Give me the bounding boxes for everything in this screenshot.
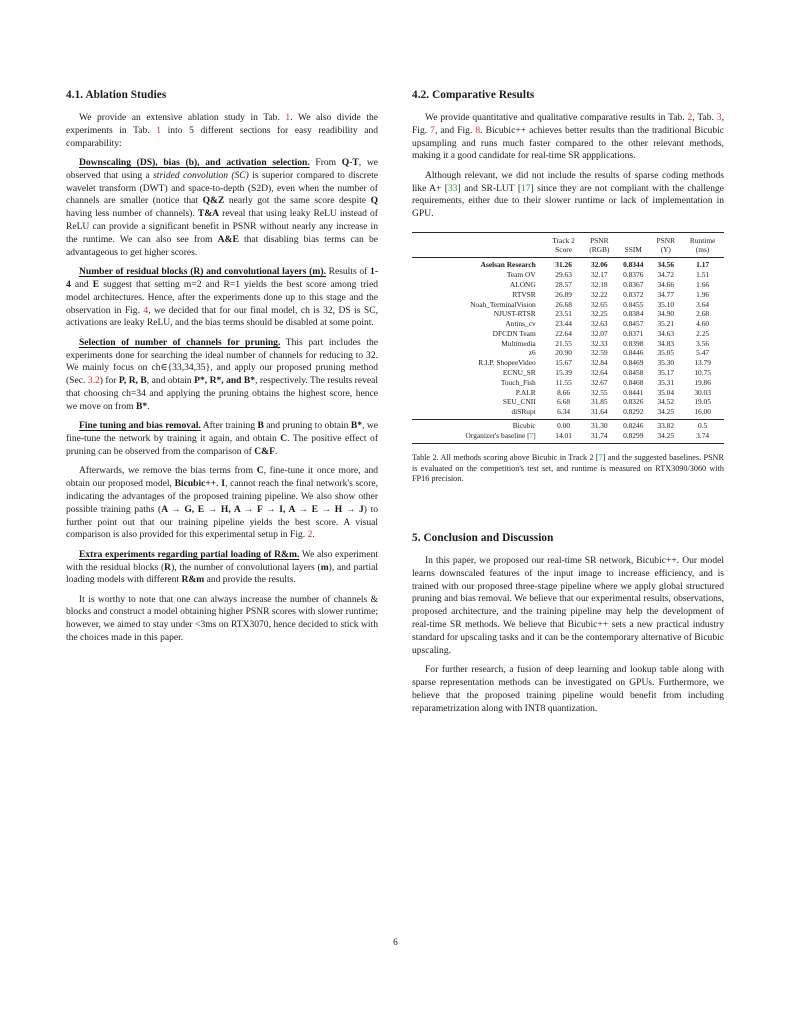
table-cell-psnr-rgb: 32.22 [591,289,608,299]
table-body-baselines [412,419,724,443]
table-cell-psnr-y: 34.72 [657,270,675,280]
table-cell-psnr-rgb: 31.74 [591,431,608,441]
conclusion-body [412,555,724,715]
table-row [412,378,724,388]
bold-text: P, R, B [118,375,147,387]
paragraph-runin-heading: Extra experiments regarding partial loading of R&m. [79,548,300,560]
paragraph: Extra experiments regarding partial loading of R&m. We also experiment with the residual blocks (R), the number of convolutional layers (m), and partial loading models with different R&m and provide the results. [66,548,378,586]
table-cell-psnr-y: 34.52 [657,397,675,407]
paragraph: Afterwards, we remove the bias terms from C, fine-tune it once more, and obtain our proposed model, Bicubic++. I, cannot reach the final network's score, indicating the advantages of the proposed training pipeline. We also show other possible training paths (A → G, E → H, A → F → I, A → E → H → J) to further point out that our training pipeline yields the best score. A visual comparison is also provided for this experimental setup in Fig. 2. [66,465,378,541]
table-cell-runtime: 2.25 [696,328,710,338]
table-cell-psnr-rgb: 32.18 [591,279,608,289]
table-cell-psnr-rgb: 31.85 [591,397,608,407]
table-cell-ssim: 0.8246 [616,419,650,431]
table-cell-method-name: Noah_TerminalVision [470,299,536,309]
header-line-2: (ms) [695,244,710,254]
table-cell-ssim: 0.8446 [623,348,644,358]
table-cell-psnr-y: 33.82 [650,419,681,431]
bold-text: Q-T [341,156,359,168]
bold-text: C&F [254,445,275,457]
table-row [412,368,724,378]
citation-link[interactable]: 33 [447,182,458,194]
two-column-layout [66,88,724,722]
table-cell-psnr-rgb: 32.84 [591,358,608,368]
table-cell-runtime: 1.51 [696,270,710,280]
table-cell-ssim: 0.8292 [623,407,644,417]
table-cell-ssim: 0.8344 [616,258,650,271]
header-line-2: Score [555,244,572,254]
table-cell-runtime: 1.96 [696,289,710,299]
bold-text: Q [370,195,378,207]
table-caption: Table 2. All methods scoring above Bicubic in Track 2 [7] and the suggested baselines. PSNR is evaluated on the competition's test set, and runtime is measured on RTX3090/3060 with FP16 precision. [412,452,724,484]
table-cell-psnr-rgb: 32.17 [591,270,608,280]
table-cell-psnr-y: 35.31 [657,377,675,387]
paragraph: We provide quantitative and qualitative comparative results in Tab. 2, Tab. 3, Fig. 7, and Fig. 8. Bicubic++ achieves better results than the traditional Bicubic upsampling and runs much faster compared to the other relevant methods, making it a good candidate for real-time SR appplications. [412,112,724,162]
table-cell-psnr-y: 35.21 [657,319,675,329]
table-row [412,339,724,349]
paragraph: Selection of number of channels for pruning. This part includes the experiments done for searching the ideal number of channels for reducing to 32. We mainly focus on ch∈{33,34,35}, and apply our proposed pruning method (Sec. 3.2) for P, R, B, and obtain P*, R*, and B*, respectively. The results reveal that choosing ch=34 and applying the pruning obtains the highest score, hence we move on from B*. [66,336,379,412]
bold-text: C [256,465,264,477]
table-cell-method-name: Antins_cv [505,319,536,329]
table-column-header-method [412,233,545,258]
table-cell-ssim: 0.8468 [623,377,644,387]
paragraph-runin-heading: Number of residual blocks (R) and convolutional layers (m). [79,266,326,278]
left-column-body [66,112,378,645]
table-cell-method-name: Aselsan Research [412,258,545,271]
paragraph: Fine tuning and bias removal. After training B and pruning to obtain B*, we fine-tune the network by training it again, and obtain C. The positive effect of pruning can be observed from the comparison of C&F. [66,420,379,457]
table-cell-psnr-rgb: 31.64 [591,407,608,417]
table-cell-psnr-y: 35.10 [657,299,675,309]
bold-text: 1-4 [66,266,378,290]
bold-text: P*, R*, and B* [194,375,256,387]
table-cell-track2: 23.44 [555,319,572,329]
bold-text: B [257,420,264,432]
table-cell-track2: 23.51 [555,309,572,319]
table-cell-runtime: 3.74 [696,431,710,441]
table-cell-track2: 0.00 [545,419,583,431]
table-cell-method-name: DFCDN Team [492,328,536,338]
table-cell-ssim: 0.8441 [623,387,644,397]
table-row [412,270,724,280]
table-cell-psnr-y: 34.25 [657,407,675,417]
table-cell-track2: 8.66 [557,387,571,397]
table-cell-method-name: ALONG [509,279,536,289]
table-cell-track2: 20.90 [555,348,572,358]
table-cell-method-name: R.I.P. ShopeeVideo [478,358,536,368]
table-cell-runtime: 1.17 [681,258,724,271]
paragraph: Although relevant, we did not include the results of sparse coding methods like A+ [33] and SR-LUT [17] since they are not compliant with the challenge requirements, either due to their slower runtime or lack of implementation in GPU. [412,169,724,220]
table-cell-psnr-y: 35.05 [657,348,675,358]
table-cell-ssim: 0.8299 [623,431,644,441]
table-cell-psnr-rgb: 32.64 [591,367,608,377]
paragraph: Number of residual blocks (R) and convolutional layers (m). Results of 1-4 and E suggest that setting m=2 and R=1 yields the best score among tried model architectures. Hence, after the experiments done up to this stage and the observation in Fig. 4, we decided that for our final model, ch is 32, DS is SC, activations are leaky ReLU, and the bias terms should be disabled at some point. [66,266,378,329]
table-cell-psnr-y: 34.25 [657,431,675,441]
cross-reference-link[interactable]: 3.2 [87,375,100,387]
table-cell-runtime: 13.79 [694,358,711,368]
table-cell-runtime: 16.00 [694,407,711,417]
table-cell-runtime: 10.75 [694,367,711,377]
table-cell-track2: 6.68 [557,397,571,407]
table-cell-track2: 6.34 [557,407,571,417]
table-cell-psnr-rgb: 32.06 [582,258,616,271]
table-cell-psnr-y: 35.30 [657,358,675,368]
table-cell-track2: 29.63 [555,270,572,280]
table-cell-method-name: z6 [528,348,536,358]
cross-reference-link[interactable]: 4 [143,304,149,316]
table-cell-psnr-y: 34.56 [650,258,681,271]
table-cell-track2: 14.01 [555,431,572,441]
table-column-header [545,233,583,258]
table-cell-ssim: 0.8371 [623,328,644,338]
bold-text: E [92,278,100,290]
table-cell-runtime: 30.03 [694,387,711,397]
citation-link[interactable]: 7 [598,452,603,462]
table-row [412,349,724,359]
paragraph-runin-heading: Downscaling (DS), bias (b), and activation selection. [79,156,310,168]
table-cell-ssim: 0.8376 [623,270,644,280]
bold-text: I [221,478,226,490]
table-cell-ssim: 0.8372 [623,289,644,299]
paragraph-runin-heading: Selection of number of channels for pruning. [79,336,281,348]
table-cell-ssim: 0.8458 [623,367,644,377]
table-column-header [650,233,681,258]
table-cell-track2: 22.64 [555,328,572,338]
table-cell-psnr-rgb: 32.67 [591,377,608,387]
table-cell-ssim: 0.8469 [623,358,644,368]
table-row [412,300,724,310]
table-cell-runtime: 4.60 [696,319,710,329]
table-row [412,258,724,271]
table-cell-psnr-y: 35.04 [657,387,675,397]
table-cell-track2: 31.26 [545,258,583,271]
table-cell-track2: 15.67 [555,358,572,368]
table-cell-runtime: 19.86 [694,377,711,387]
table-cell-psnr-rgb: 32.55 [591,387,608,397]
paragraph-runin-heading: Fine tuning and bias removal. [79,420,201,432]
table-cell-ssim: 0.8398 [623,338,644,348]
table-cell-track2: 21.55 [555,338,572,348]
paragraph: Downscaling (DS), bias (b), and activation selection. From Q-T, we observed that using a strided convolution (SC) is superior compared to discrete wavelet transform (DWT) and space-to-depth (S2D), even when the number of channels are smaller (notice that Q&Z nearly got the same score despite Q having less number of channels). T&A reveal that using leaky ReLU instead of ReLU can provide a significant benefit in PSNR without nearly any increase in the runtime. We can also see from A&E that disabling bias terms can be advantageous to get higher scores. [66,156,378,258]
bold-text: Q&Z [202,195,225,207]
cross-reference-link[interactable]: 1 [285,112,291,123]
bold-text: Bicubic++ [174,478,217,490]
table-row [412,319,724,329]
header-line-2: (Y) [660,244,671,254]
cross-reference-link[interactable]: 8 [475,124,481,136]
table-cell-ssim: 0.8384 [623,309,644,319]
table-cell-psnr-rgb: 31.30 [582,419,616,431]
italic-text: strided convolution (SC) [153,169,249,181]
table-column-header [582,233,616,258]
header-line-2: (RGB) [589,244,610,254]
table-cell-method-name: Bicubic [412,419,545,431]
table-row [412,358,724,368]
table-row [412,280,724,290]
table-cell-track2: 26.68 [555,299,572,309]
table-cell-method-name: Team OV [506,270,536,280]
cross-reference-link[interactable]: 2 [687,112,693,123]
cross-reference-link[interactable]: 7 [430,124,435,136]
table-cell-psnr-rgb: 32.33 [591,338,608,348]
table-cell-method-name: SEU_CNII [502,397,536,407]
table-cell-runtime: 2.68 [696,309,710,319]
table-body-methods [412,258,724,420]
paragraph: It is worthy to note that one can always increase the number of channels & blocks and construct a model obtaining higher PSNR scores with slower runtime; however, we aimed to stay under <3ms on RTX3070, hence decided to stick with the choices made in this paper. [66,593,378,644]
left-column [66,88,378,722]
table-cell-ssim: 0.8457 [623,319,644,329]
table-cell-runtime: 3.56 [696,338,710,348]
table-cell-method-name: Multimedia [501,338,536,348]
bold-text: T&A [197,208,220,220]
cross-reference-link[interactable]: 1 [156,124,162,136]
header-line-1: PSNR [590,235,609,245]
table-header-row [412,233,724,258]
table-cell-method-name: ECNU_SR [502,367,536,377]
table-header [412,233,724,258]
bold-text: B* [136,400,148,412]
section-heading-comparative-results: 4.2. Comparative Results [412,89,535,101]
table-cell-psnr-y: 34.83 [657,338,675,348]
table-cell-psnr-rgb: 32.25 [591,309,608,319]
table-row [412,329,724,339]
table-cell-runtime: 19.05 [694,397,711,407]
right-column-body [412,112,724,221]
cross-reference-link[interactable]: 2 [307,529,313,541]
table-cell-runtime: 5.47 [696,348,710,358]
table-cell-track2: 11.55 [555,377,572,387]
table-cell-ssim: 0.8455 [623,299,644,309]
vertical-spacer [412,485,724,531]
section-heading-ablation-studies: 4.1. Ablation Studies [66,89,167,101]
bold-text: B* [350,420,363,432]
header-line-1: PSNR [656,235,676,245]
header-line-1: Runtime [689,235,716,245]
bold-text: R [164,561,172,573]
paragraph: In this paper, we proposed our real-time SR network, Bicubic++. Our model learns downscaled features of the input image to increase efficiency, and is trained with our proposed three-stage pipeline where we apply global structured pruning and bias removal. We believe that our experimental results, observations, proposed architecture, and the training pipeline may help the development of real-time SR methods. We believe that Bicubic++ sets a new practical industry standard for upscaling tasks and it can be the contemporary alternative of Bicubic upscaling. [412,554,724,656]
table-cell-track2: 28.57 [555,279,572,289]
table-cell-psnr-rgb: 32.65 [591,299,608,309]
cross-reference-link[interactable]: 3 [716,112,722,123]
table-row [412,310,724,320]
table-cell-method-name: NJUST-RTSR [493,309,536,319]
table-cell-psnr-rgb: 32.63 [591,319,608,329]
table-cell-psnr-y: 35.17 [657,367,675,377]
bold-text: C [280,433,288,445]
table-cell-psnr-y: 34.63 [657,328,675,338]
table-column-header [681,233,724,258]
table-cell-ssim: 0.8367 [623,279,644,289]
header-line-1: Track 2 [552,235,575,245]
bold-text: m [320,561,329,573]
bold-text: A&E [217,233,239,245]
table-cell-method-name: RTVSR [512,289,536,299]
table-cell-psnr-y: 34.66 [657,279,675,289]
table-cell-ssim: 0.8326 [623,397,644,407]
table-row [412,290,724,300]
table-column-header [616,233,650,258]
citation-link[interactable]: 7 [529,431,534,441]
table-cell-method-name: P.ALR [515,387,536,397]
table-cell-runtime: 0.5 [681,419,724,431]
table-cell-runtime: 3.64 [696,299,710,309]
table-cell-method-name: diSRupt [511,407,536,417]
table-cell-psnr-y: 34.77 [657,289,675,299]
citation-link[interactable]: 17 [521,182,531,194]
section-heading-conclusion: 5. Conclusion and Discussion [412,531,554,544]
table-cell-method-name: Organizer's baseline [7] [465,431,536,441]
results-table [412,232,724,444]
table-row [412,388,724,398]
table-cell-runtime: 1.66 [696,279,710,289]
table-cell-method-name: Touch_Fish [500,377,536,387]
paragraph: We provide an extensive ablation study in Tab. 1. We also divide the experiments in Tab. 1 into 5 different sections for easy readibility and comparability: [66,112,379,149]
table-cell-track2: 15.39 [555,367,572,377]
bold-text: A → G, E → H, A → F → I, A → E → H → J [161,503,364,515]
bold-text: R&m [181,574,205,586]
results-table-container [412,232,724,485]
right-column [412,88,724,722]
table-row-baseline [412,419,724,431]
table-row [412,407,724,419]
page-number: 6 [393,938,398,948]
paragraph: For further research, a fusion of deep learning and lookup table along with sparse representation methods can be investigated on GPUs. Furthermore, we believe that the proposed training pipeline would benefit from including reparametrization along with INT8 quantization. [412,664,724,714]
table-row [412,398,724,408]
table-cell-track2: 26.89 [555,289,572,299]
header-line-1: SSIM [624,244,642,254]
table-cell-psnr-y: 34.90 [657,309,675,319]
table-cell-psnr-rgb: 32.07 [591,328,608,338]
table-cell-psnr-rgb: 32.59 [591,348,608,358]
table-row-baseline [412,431,724,443]
